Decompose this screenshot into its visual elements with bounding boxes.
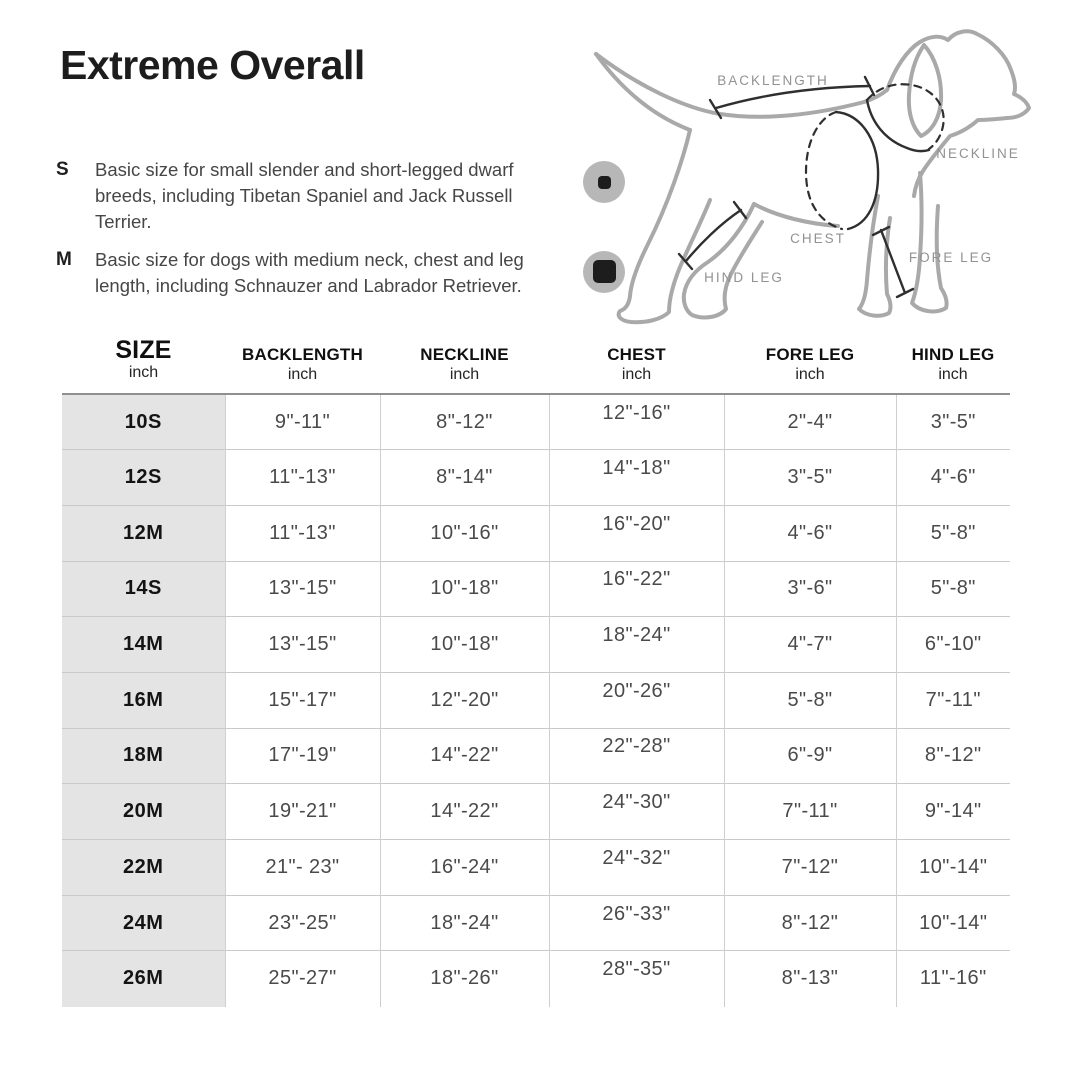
chest-label: CHEST (790, 231, 846, 246)
column-header-backlength: BACKLENGTH inch (242, 345, 363, 383)
value-cell: 7"-12" (724, 840, 896, 896)
column-header-size: SIZE inch (115, 336, 172, 382)
dog-outline-illustration (580, 8, 1072, 338)
value-cell: 24"-30" (549, 784, 724, 840)
value-cell: 6"-9" (724, 728, 896, 784)
value-cell: 9"-14" (924, 800, 982, 823)
value-cell: 5"-8" (930, 577, 976, 600)
value-cell: 2"-4" (724, 394, 896, 450)
table-row (62, 617, 1010, 673)
hindleg-label: HIND LEG (704, 270, 784, 285)
value-cell: 5"-8" (930, 521, 976, 544)
table-row (62, 561, 1010, 617)
backlength-label: BACKLENGTH (717, 73, 829, 88)
column-header-hindleg: HIND LEG inch (911, 345, 995, 383)
value-cell: 18"-26" (380, 951, 549, 1007)
table-row (62, 840, 1010, 896)
value-cell: 8"-12" (724, 895, 896, 951)
table-row (62, 672, 1010, 728)
page-title: Extreme Overall (60, 42, 365, 88)
value-cell: 15"-17" (225, 672, 380, 728)
size-cell: 26M (62, 951, 225, 1007)
size-cell: 14S (62, 561, 225, 617)
legend-key-m: M (56, 248, 72, 270)
legend-text-m: Basic size for dogs with medium neck, chest and leg length, including Schnauzer and Labrador Retriever. (95, 248, 524, 296)
value-cell: 23"-25" (225, 895, 380, 951)
value-cell: 4"-6" (930, 466, 976, 489)
value-cell: 24"-32" (549, 840, 724, 896)
foreleg-label: FORE LEG (908, 250, 994, 265)
value-cell: 18"-24" (549, 617, 724, 673)
value-cell: 10"-14" (919, 855, 988, 878)
size-table-body (62, 394, 1010, 1007)
value-cell: 8"-12" (380, 394, 549, 450)
legend-text-s: Basic size for small slender and short-legged dwarf breeds, including Tibetan Spaniel and Jack Russell Terrier. (95, 159, 514, 232)
value-cell: 18"-24" (380, 895, 549, 951)
legend-item-s (56, 157, 646, 235)
value-cell: 8"-14" (380, 450, 549, 506)
value-cell: 8"-13" (724, 951, 896, 1007)
table-row (62, 895, 1010, 951)
value-cell: 13"-15" (225, 561, 380, 617)
value-cell: 16"-24" (380, 840, 549, 896)
value-cell: 5"-8" (724, 672, 896, 728)
column-header-foreleg: FORE LEG inch (765, 345, 855, 383)
value-cell: 11"-13" (225, 450, 380, 506)
value-cell: 4"-6" (724, 505, 896, 561)
value-cell: 22"-28" (549, 728, 724, 784)
table-row (62, 951, 1010, 1007)
size-cell: 20M (62, 784, 225, 840)
value-cell: 28"-35" (549, 951, 724, 1007)
size-table-header (62, 337, 1010, 394)
value-cell: 16"-22" (549, 561, 724, 617)
size-cell: 12M (62, 505, 225, 561)
value-cell: 11"-16" (919, 967, 987, 990)
size-cell: 12S (62, 450, 225, 506)
table-row (62, 505, 1010, 561)
value-cell: 7"-11" (925, 688, 981, 711)
value-cell: 10"-18" (380, 561, 549, 617)
size-table (62, 337, 1010, 1007)
legend-key-s: S (56, 159, 69, 180)
table-row (62, 728, 1010, 784)
table-row (62, 394, 1010, 450)
column-header-neckline: NECKLINE inch (420, 345, 509, 383)
table-row (62, 784, 1010, 840)
value-cell: 20"-26" (549, 672, 724, 728)
value-cell: 12"-16" (549, 394, 724, 450)
value-cell: 3"-5" (930, 410, 976, 433)
value-cell: 10"-14" (919, 911, 988, 934)
value-cell: 3"-6" (724, 561, 896, 617)
value-cell: 6"-10" (924, 633, 982, 656)
table-row (62, 450, 1010, 506)
value-cell: 10"-18" (380, 617, 549, 673)
size-cell: 22M (62, 840, 225, 896)
value-cell: 14"-18" (549, 450, 724, 506)
value-cell: 12"-20" (380, 672, 549, 728)
value-cell: 25"-27" (225, 951, 380, 1007)
value-cell: 21"- 23" (225, 840, 380, 896)
dog-measurement-diagram (580, 8, 1072, 338)
size-cell: 10S (62, 394, 225, 450)
value-cell: 11"-13" (225, 505, 380, 561)
size-cell: 16M (62, 672, 225, 728)
value-cell: 19"-21" (225, 784, 380, 840)
legend-item-m (56, 247, 646, 299)
value-cell: 13"-15" (225, 617, 380, 673)
value-cell: 10"-16" (380, 505, 549, 561)
value-cell: 9"-11" (225, 394, 380, 450)
value-cell: 3"-5" (724, 450, 896, 506)
size-cell: 24M (62, 895, 225, 951)
size-legend (56, 157, 646, 310)
value-cell: 26"-33" (549, 895, 724, 951)
value-cell: 4"-7" (724, 617, 896, 673)
value-cell: 16"-20" (549, 505, 724, 561)
column-header-chest: CHEST inch (607, 345, 666, 383)
size-cell: 18M (62, 728, 225, 784)
value-cell: 14"-22" (380, 728, 549, 784)
value-cell: 8"-12" (924, 744, 982, 767)
value-cell: 7"-11" (724, 784, 896, 840)
value-cell: 17"-19" (225, 728, 380, 784)
size-cell: 14M (62, 617, 225, 673)
neckline-label: NECKLINE (936, 146, 1020, 161)
value-cell: 14"-22" (380, 784, 549, 840)
